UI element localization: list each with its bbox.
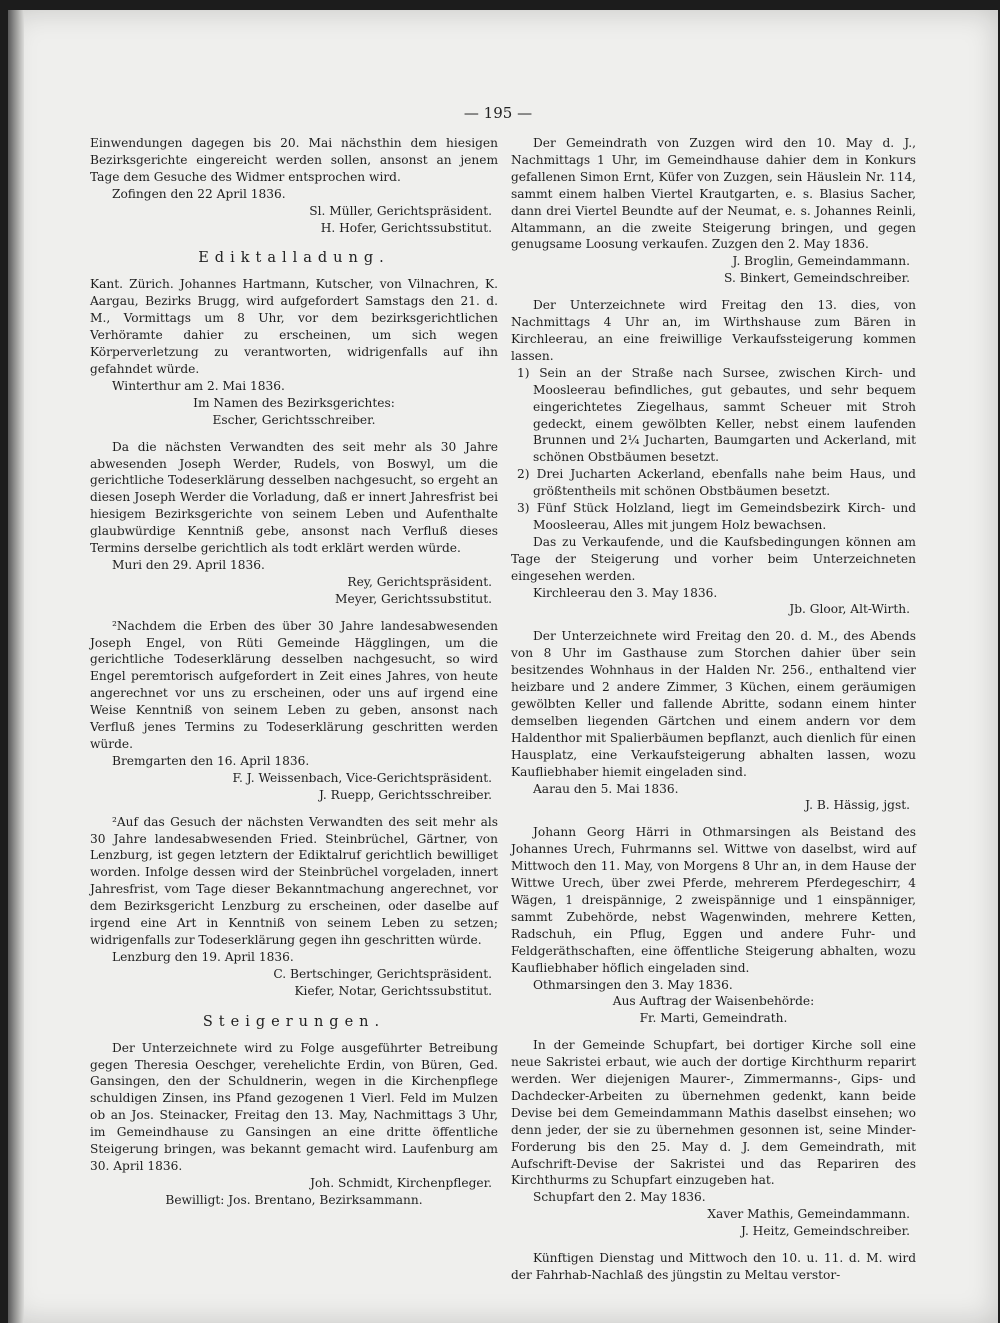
notice-dateline: Bremgarten den 16. April 1836. bbox=[112, 753, 310, 768]
newspaper-page bbox=[8, 10, 998, 1323]
notice-signature: Bewilligt: Jos. Brentano, Bezirksammann. bbox=[165, 1192, 423, 1207]
right-column bbox=[511, 135, 916, 1284]
notice-signature: Kiefer, Notar, Gerichtssubstitut. bbox=[294, 983, 492, 998]
notice-signature: H. Hofer, Gerichtssubstitut. bbox=[320, 220, 492, 235]
page-fold-shadow bbox=[8, 10, 24, 1323]
list-item: 1) Sein an der Straße nach Sursee, zwischen Kirch- und Moosleerau befindliches, gut gebautes, und sehr bequem eingerichtetes Ziegelhaus, sammt Scheuer mit Stroh gedeckt, einem gewölbten Keller, nebst einem laufenden Brunnen und 2¼ Jucharten, Baumgarten und Ackerland, mit schönen Obstbäumen besetzt. bbox=[517, 365, 916, 465]
notice-signature: Rey, Gerichtspräsident. bbox=[347, 574, 492, 589]
notice-signature: Escher, Gerichtsschreiber. bbox=[212, 412, 376, 427]
notice-text: Der Unterzeichnete wird Freitag den 13. dies, von Nachmittags 4 Uhr an, im Wirthshause zum Bären in Kirchleerau, an eine freiwillige Verkaufssteigerung kommen lassen. bbox=[511, 298, 916, 363]
notice-text: Da die nächsten Verwandten des seit mehr als 30 Jahre abwesenden Joseph Werder, Rudels, von Boswyl, um die gerichtliche Todeserklärung desselben nachgesucht, so ergeht an diesen Joseph Werder die Vorladung, daß er innert Jahresfrist bei hiesigem Bezirksgerichte von seinem Leben und Aufenthalte glaubwürdige Kenntniß gebe, ansonst nach Verfluß dieses Termins derselbe gerichtlich als todt erklärt werden würde. bbox=[90, 439, 498, 556]
notice-dateline: Lenzburg den 19. April 1836. bbox=[112, 949, 294, 964]
notice-text: ²Auf das Gesuch der nächsten Verwandten des seit mehr als 30 Jahre landesabwesenden Fried. Steinbrüchel, Gärtner, von Lenzburg, ist gegen letztern der Ediktalruf gerichtlich bewilliget worden. Infolge dessen wird der Steinbrüchel vorgeladen, innert Jahresfrist, vom Tage dieser Bekanntmachung angerechnet, vor dem Bezirksgericht Lenzburg zu erscheinen, oder daselbe auf irgend eine Art in Kenntniß von seinem Leben zu setzen; widrigenfalls zur Todeserklärung gegen ihn geschritten würde. bbox=[90, 814, 498, 947]
notice-signature: Aus Auftrag der Waisenbehörde: bbox=[612, 994, 815, 1009]
notice-signature: J. Heitz, Gemeindschreiber. bbox=[741, 1224, 910, 1239]
notice-signature: Im Namen des Bezirksgerichtes: bbox=[193, 395, 395, 410]
left-column bbox=[90, 135, 498, 1209]
notice-signature: C. Bertschinger, Gerichtspräsident. bbox=[273, 966, 492, 981]
notice-text: ²Nachdem die Erben des über 30 Jahre landesabwesenden Joseph Engel, von Rüti Gemeinde Hägglingen, um die gerichtliche Todeserklärung desselben nachgesucht, so wird Engel peremtorisch aufgefordert in Zeit eines Jahres, von heute angerechnet vor uns zu erscheinen, oder uns auf irgend eine Weise Kenntniß von seinem Leben zu geben, ansonst nach Verfluß jenes Termins zu Todeserklärung geschritten werden würde. bbox=[90, 618, 498, 751]
notice-dateline: Zofingen den 22 April 1836. bbox=[112, 186, 286, 201]
notice-text: Kant. Zürich. Johannes Hartmann, Kutscher, von Vilnachren, K. Aargau, Bezirks Brugg, wird aufgefordert Samstags den 21. d. M., Vormittags um 8 Uhr, vor dem bezirksgerichtlichen Verhöramte dahier zu erscheinen, um sich wegen Körperverletzung zu verantworten, widrigenfalls auf ihn gefahndet würde. bbox=[90, 277, 498, 376]
notice-signature: J. B. Hässig, jgst. bbox=[805, 798, 910, 813]
notice-dateline: Schupfart den 2. May 1836. bbox=[533, 1190, 706, 1205]
notice-signature: Sl. Müller, Gerichtspräsident. bbox=[309, 203, 492, 218]
section-heading-steigerungen: Steigerungen. bbox=[202, 1013, 386, 1030]
notice-text: Einwendungen dagegen bis 20. Mai nächsthin dem hiesigen Bezirksgerichte eingereicht werden sollen, ansonst an jenem Tage dem Gesuche des Widmer entsprochen wird. bbox=[90, 136, 498, 184]
notice-signature: S. Binkert, Gemeindschreiber. bbox=[724, 271, 910, 286]
section-heading-ediktalladung: Ediktalladung. bbox=[198, 250, 390, 267]
list-item: 2) Drei Jucharten Ackerland, ebenfalls nahe beim Haus, und größtentheils mit schönen Obstbäumen besetzt. bbox=[517, 467, 916, 499]
notice-text: Der Unterzeichnete wird zu Folge ausgeführter Betreibung gegen Theresia Oeschger, verehelichte Erdin, von Büren, Ged. Gansingen, den der Schuldnerin, wegen in die Kirchenpflege schuldigen Zinsen, ins Pfand gezogenen 1 Vierl. Feld im Mulzen ob an Jos. Steinacker, Freitag den 13. May, Nachmittags 3 Uhr, im Gemeindhause zu Gansingen an eine dritte öffentliche Steigerung bringen, was bekannt gemacht wird. Laufenburg am 30. April 1836. bbox=[90, 1040, 498, 1173]
notice-signature: F. J. Weissenbach, Vice-Gerichtspräsident. bbox=[232, 770, 492, 785]
notice-dateline: Kirchleerau den 3. May 1836. bbox=[533, 585, 718, 600]
notice-text: In der Gemeinde Schupfart, bei dortiger Kirche soll eine neue Sakristei erbaut, wie auch der dortige Kirchthurm reparirt werden. Wer diejenigen Maurer-, Zimmermanns-, Gips- und Dachdecker-Arbeiten zu übernehmen gedenkt, kann beide Devise bei dem Gemeindammann Mathis daselbst einsehen; wo denn jeder, der sie zu übernehmen gesonnen ist, seine Minder-Forderung bis den 25. May d. J. dem Gemeindrath, mit Aufschrift-Devise der Sakristei und das Repariren des Kirchthurms zu Schupfart einzugeben hat. bbox=[511, 1038, 916, 1188]
notice-signature: J. Ruepp, Gerichtsschreiber. bbox=[318, 787, 492, 802]
notice-dateline: Othmarsingen den 3. May 1836. bbox=[533, 977, 733, 992]
notice-signature: J. Broglin, Gemeindammann. bbox=[732, 254, 910, 269]
list-item: 3) Fünf Stück Holzland, liegt im Gemeindsbezirk Kirch- und Moosleerau, Alles mit jungem Holz bewachsen. bbox=[517, 501, 916, 532]
notice-text: Künftigen Dienstag und Mittwoch den 10. u. 11. d. M. wird der Fahrhab-Nachlaß des jüngstin zu Meltau verstor- bbox=[511, 1251, 916, 1282]
notice-text: Johann Georg Härri in Othmarsingen als Beistand des Johannes Urech, Fuhrmanns sel. Wittwe von daselbst, wird auf Mittwoch den 11. May, von Morgens 8 Uhr an, in dem Hause der Wittwe Urech, über zwei Pferde, mehrerem Pferdegeschirr, 4 Wägen, 1 dreispännige, 2 zweispännige und 1 einspänniger, sammt Zubehörde, nebst Wagenwinden, mehrere Ketten, Radschuh, ein Pflug, Eggen und andere Fuhr- und Feldgeräthschaften, eine öffentliche Steigerung abhalten, wozu Kaufliebhaber höflich eingeladen sind. bbox=[511, 825, 916, 975]
notice-signature: Jb. Gloor, Alt-Wirth. bbox=[789, 602, 910, 617]
notice-dateline: Muri den 29. April 1836. bbox=[112, 557, 265, 572]
notice-dateline: Winterthur am 2. Mai 1836. bbox=[112, 378, 285, 393]
notice-signature: Xaver Mathis, Gemeindammann. bbox=[707, 1207, 910, 1222]
notice-dateline: Aarau den 5. Mai 1836. bbox=[533, 781, 679, 796]
notice-signature: Fr. Marti, Gemeindrath. bbox=[639, 1011, 788, 1026]
notice-text: Der Unterzeichnete wird Freitag den 20. d. M., des Abends von 8 Uhr im Gasthause zum Storchen dahier über sein besitzendes Wohnhaus in der Halden Nr. 256., enthaltend vier heizbare und 2 andere Zimmer, 3 Küchen, einem geräumigen gewölbten Keller und fallende Abritte, sodann einem hinter demselben liegenden Gärtchen und einem andern vor dem Haldenthor mit Spalierbäumen bepflanzt, auch dienlich für einen Hausplatz, eine Verkaufsteigerung abhalten lassen, wozu Kaufliebhaber hiemit eingeladen sind. bbox=[511, 629, 916, 779]
notice-text: Der Gemeindrath von Zuzgen wird den 10. May d. J., Nachmittags 1 Uhr, im Gemeindhause dahier dem in Konkurs gefallenen Simon Ernt, Küfer von Zuzgen, sein Häuslein Nr. 114, sammt einem halben Viertel Krautgarten, e. s. Blasius Sacher, dann drei Viertel Beundte auf der Neumat, e. s. Johannes Reinli, Altammann, an die zweite Steigerung bringen, und gegen genugsame Loosung verkaufen. Zuzgen den 2. May 1836. bbox=[511, 136, 916, 252]
notice-signature: Meyer, Gerichtssubstitut. bbox=[335, 591, 492, 606]
page-number: — 195 — bbox=[463, 104, 533, 122]
notice-signature: Joh. Schmidt, Kirchenpfleger. bbox=[310, 1175, 492, 1190]
notice-text: Das zu Verkaufende, und die Kaufsbedingungen können am Tage der Steigerung und vorher beim Unterzeichneten eingesehen werden. bbox=[511, 534, 916, 583]
